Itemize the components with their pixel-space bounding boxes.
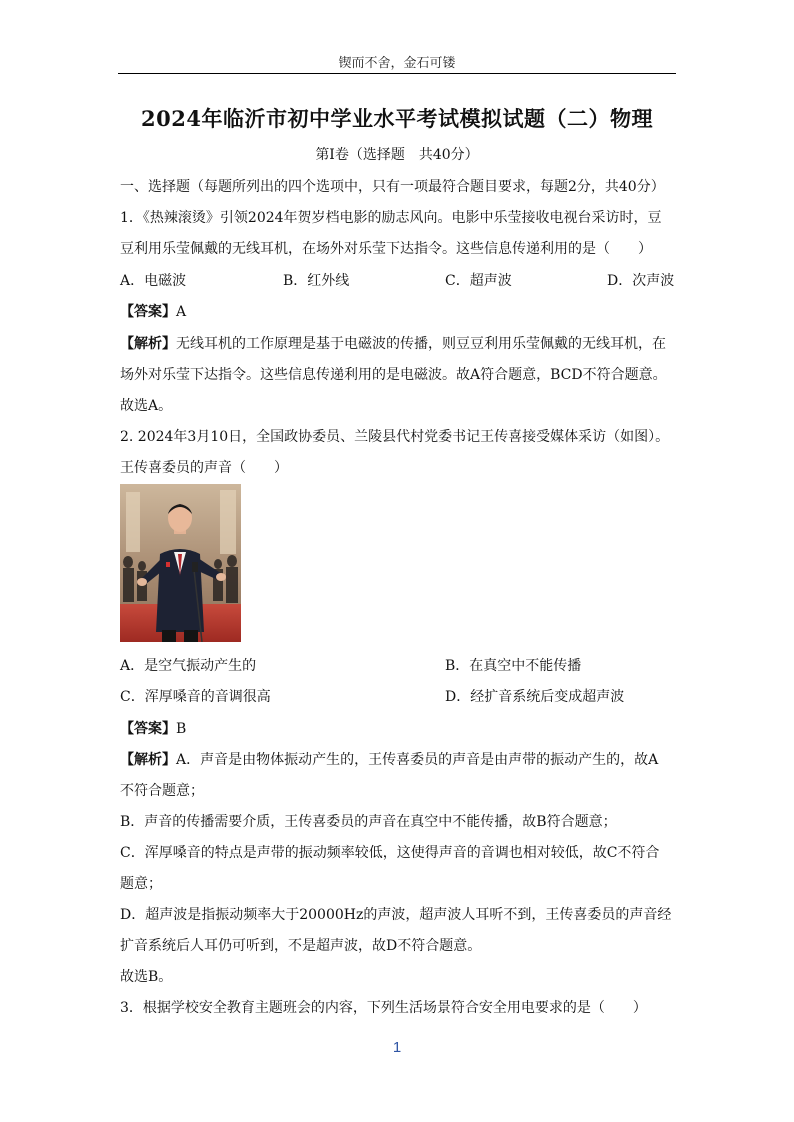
q1-option-a: A．电磁波 — [120, 273, 187, 289]
q2-analysis-line-1 — [120, 749, 680, 769]
q1-option-b: B．红外线 — [283, 273, 350, 289]
q1-answer — [120, 301, 680, 321]
q2-analysis-text-1: A．声音是由物体振动产生的，王传喜委员的声音是由声带的振动产生的，故A — [176, 752, 659, 768]
q2-option-a: A．是空气振动产生的 — [120, 658, 257, 674]
q1-stem-line-1: 1．《热辣滚烫》引领2024年贺岁档电影的励志风向。电影中乐莹接收电视台采访时，豆 — [120, 210, 662, 226]
q1-analysis-line-2: 场外对乐莹下达指令。这些信息传递利用的是电磁波。故A符合题意，BCD不符合题意。 — [120, 367, 667, 383]
interview-photo — [120, 484, 241, 642]
q1-analysis-label: 【解析】 — [120, 336, 176, 352]
page-number: 1 — [392, 1039, 402, 1056]
q1-option-d: D．次声波 — [607, 273, 675, 289]
q2-analysis-line-5: 题意； — [120, 876, 162, 892]
q1-answer-value: A — [176, 304, 187, 320]
q1-analysis-line-1 — [120, 333, 680, 353]
q2-option-c: C．浑厚嗓音的音调很高 — [120, 689, 271, 705]
q2-stem-line-1: 2. 2024年3月10日，全国政协委员、兰陵县代村党委书记王传喜接受媒体采访（如图）。 — [120, 429, 670, 445]
section-heading: 一、选择题（每题所列出的四个选项中，只有一项最符合题目要求，每题2分，共40分） — [120, 179, 665, 195]
header-divider — [118, 73, 676, 74]
q2-stem-line-2: 王传喜委员的声音（ ） — [120, 460, 288, 476]
q2-analysis-line-2: 不符合题意； — [120, 783, 204, 799]
q2-analysis-line-3: B．声音的传播需要介质，王传喜委员的声音在真空中不能传播，故B符合题意； — [120, 814, 617, 830]
q2-option-d: D．经扩音系统后变成超声波 — [445, 689, 625, 705]
q2-analysis-line-6: D．超声波是指振动频率大于20000Hz的声波，超声波人耳听不到，王传喜委员的声音经 — [120, 907, 672, 923]
q1-conclusion: 故选A。 — [120, 398, 173, 414]
document-title: 2024年临沂市初中学业水平考试模拟试题（二）物理 — [141, 106, 653, 131]
q2-answer-value: B — [176, 721, 187, 737]
q1-analysis-text-1: 无线耳机的工作原理是基于电磁波的传播，则豆豆利用乐莹佩戴的无线耳机，在 — [176, 336, 666, 352]
header-motto: 锲而不舍，金石可镂 — [338, 56, 456, 71]
q2-conclusion: 故选B。 — [120, 969, 173, 985]
q1-answer-label: 【答案】 — [120, 304, 176, 320]
q2-analysis-label: 【解析】 — [120, 752, 176, 768]
q1-option-c: C．超声波 — [445, 273, 512, 289]
q2-answer — [120, 718, 680, 738]
q3-stem: 3．根据学校安全教育主题班会的内容，下列生活场景符合安全用电要求的是（ ） — [120, 1000, 647, 1016]
q1-stem-line-2: 豆利用乐莹佩戴的无线耳机，在场外对乐莹下达指令。这些信息传递利用的是（ ） — [120, 241, 652, 257]
q2-analysis-line-7: 扩音系统后人耳仍可听到，不是超声波，故D不符合题意。 — [120, 938, 482, 954]
document-subtitle: 第Ⅰ卷（选择题 共40分） — [315, 147, 479, 163]
q2-option-b: B．在真空中不能传播 — [445, 658, 582, 674]
q2-answer-label: 【答案】 — [120, 721, 176, 737]
q2-analysis-line-4: C．浑厚嗓音的特点是声带的振动频率较低，这使得声音的音调也相对较低，故C不符合 — [120, 845, 660, 861]
